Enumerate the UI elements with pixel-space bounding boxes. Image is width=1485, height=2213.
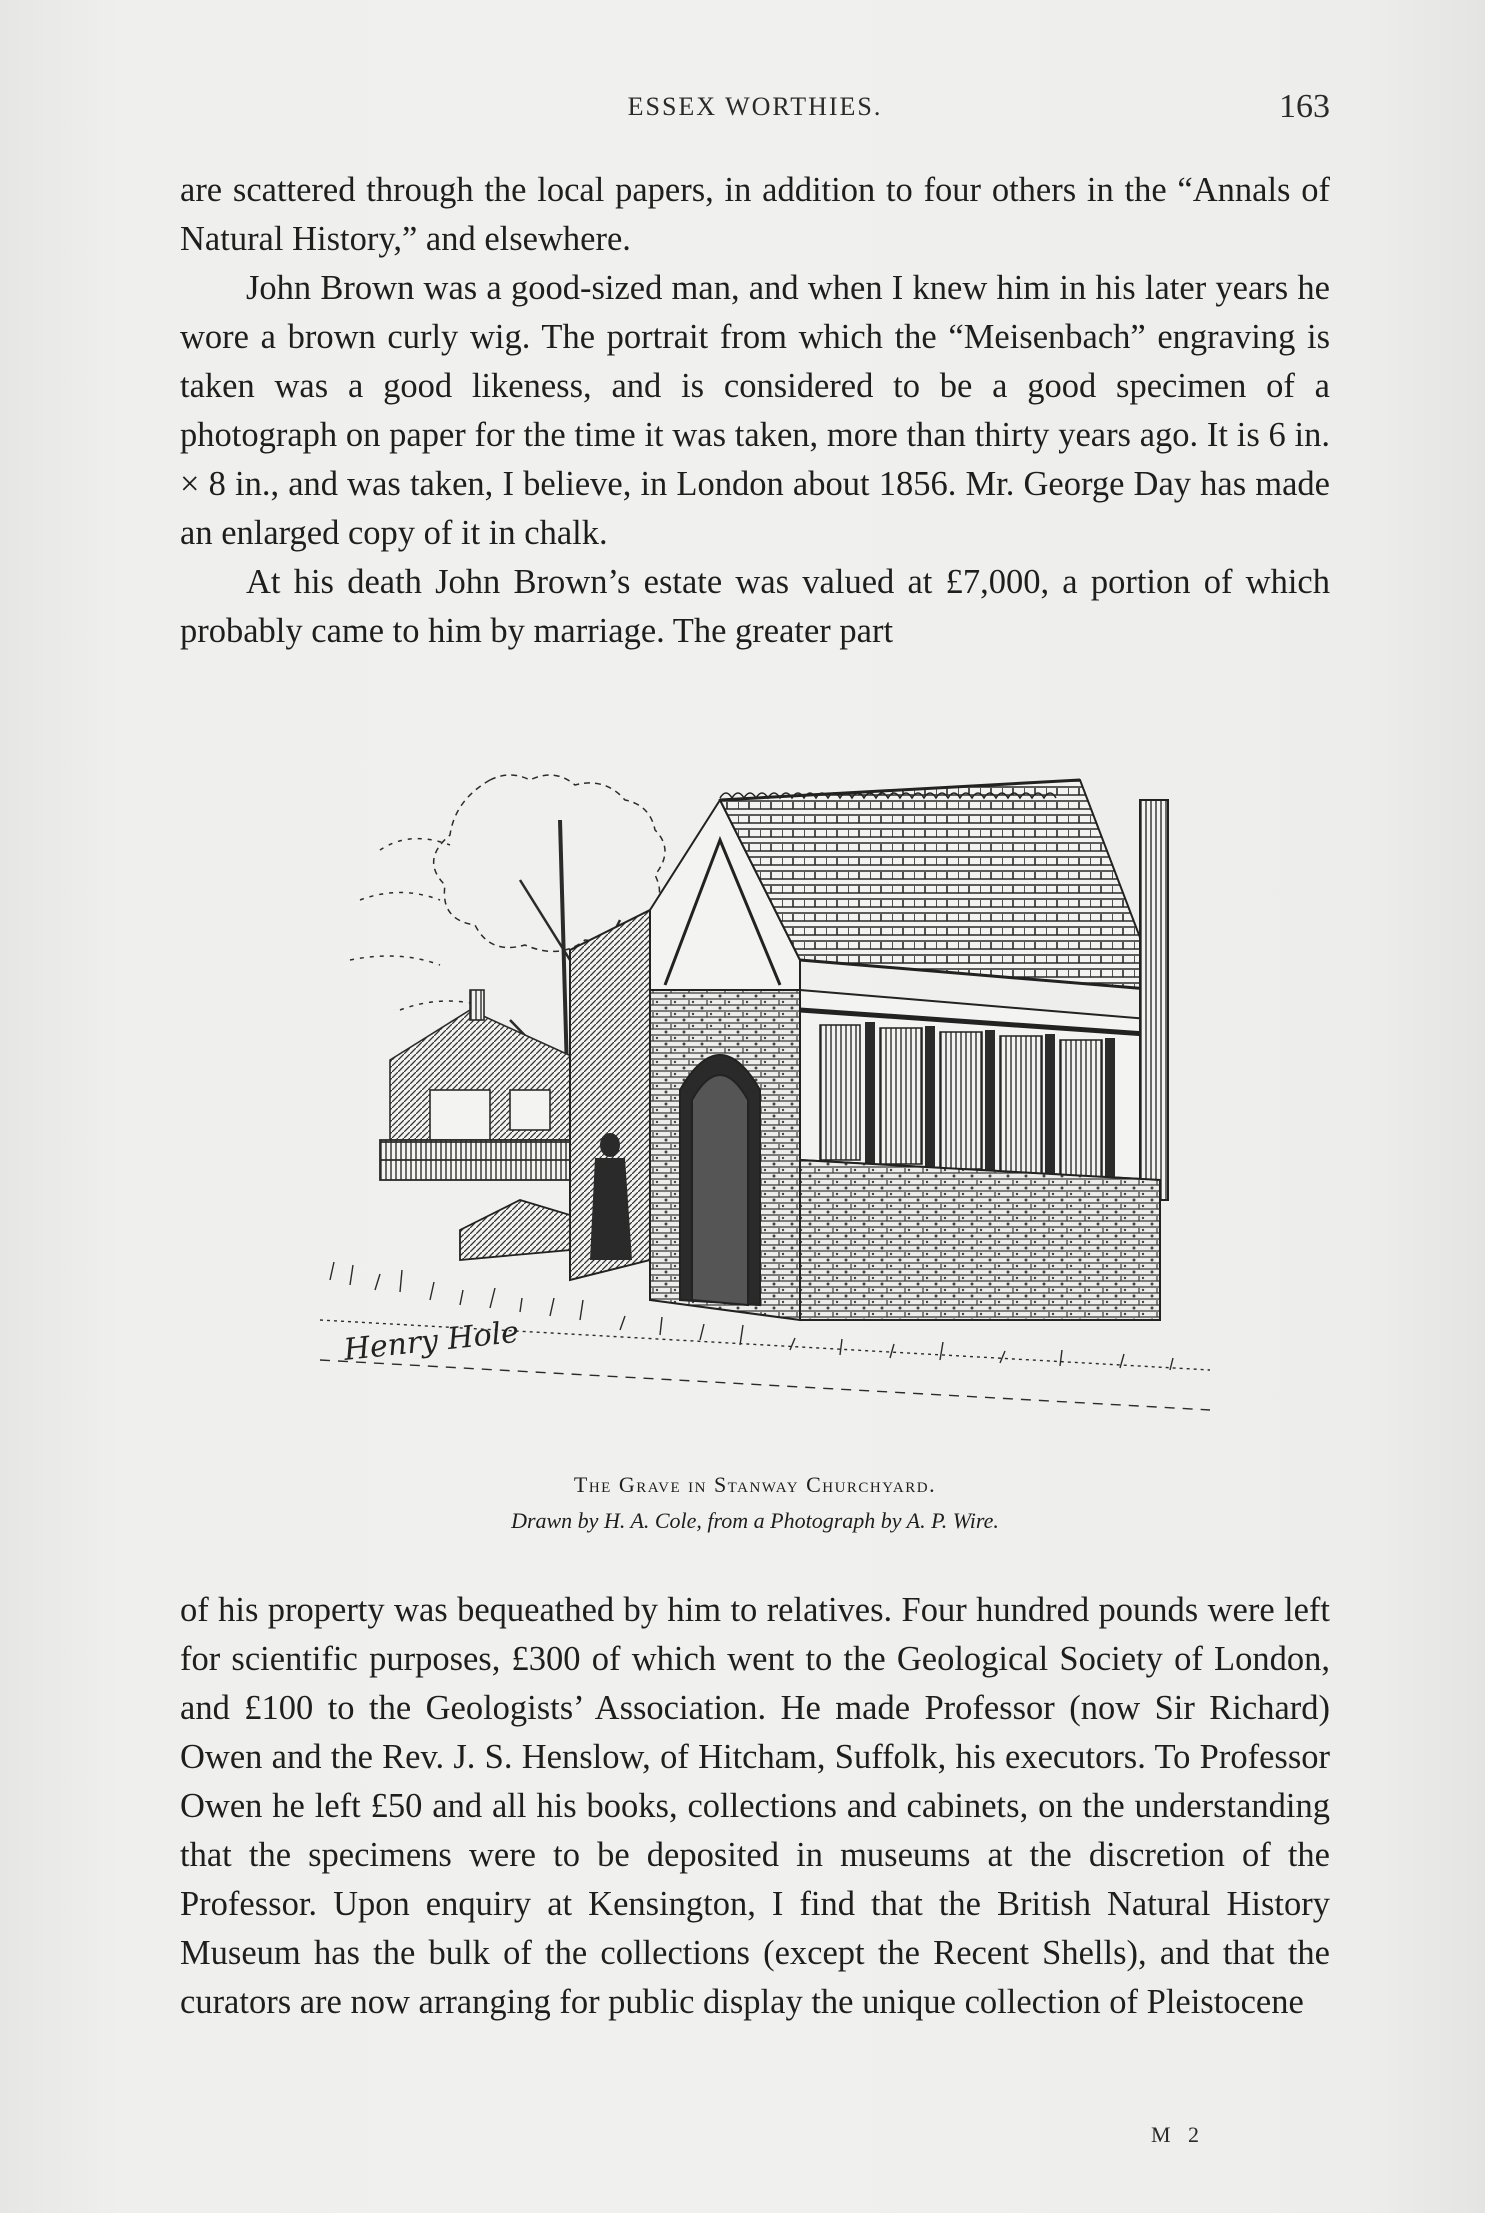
body-text-bottom	[180, 1586, 1330, 2027]
paragraph: of his property was bequeathed by him to relatives. Four hundred pounds were left for scientific purposes, £300 of which went to the Geological Society of London, and £100 to the Geologists’ Association. He made Professor (now Sir Richard) Owen and the Rev. J. S. Henslow, of Hitcham, Suffolk, his executors. To Professor Owen he left £50 and all his books, collections and cabinets, on the understanding that the specimens were to be deposited in museums at the discretion of the Professor. Upon enquiry at Kensington, I find that the British Natural History Museum has the bulk of the collections (except the Recent Shells), and that the curators are now arranging for public display the unique collection of Pleistocene	[180, 1591, 1330, 2021]
figure-caption-title: The Grave in Stanway Churchyard.	[573, 1472, 937, 1497]
signature-mark: M 2	[1150, 2122, 1205, 2147]
figure-caption-credit: Drawn by H. A. Cole, from a Photograph by A. P. Wire.	[511, 1508, 999, 1533]
churchyard-engraving	[320, 760, 1210, 1440]
engraving-illustration	[320, 760, 1210, 1440]
paragraph: At his death John Brown’s estate was valued at £7,000, a portion of which probably came to him by marriage. The greater part	[180, 563, 1330, 650]
running-title: ESSEX WORTHIES.	[627, 92, 883, 121]
grave-slab-icon	[460, 1200, 570, 1260]
artist-signature: Henry Hole	[342, 1314, 521, 1368]
page-number: 163	[1279, 88, 1330, 125]
cottage-icon	[390, 990, 580, 1140]
body-text-top	[180, 166, 1330, 656]
paragraph: are scattered through the local papers, in addition to four others in the “Annals of Natural History,” and elsewhere.	[180, 171, 1330, 258]
paragraph: John Brown was a good-sized man, and when I knew him in his later years he wore a brown curly wig. The portrait from which the “Meisenbach” engraving is taken was a good likeness, and is considered to be a good specimen of a photograph on paper for the time it was taken, more than thirty years ago. It is 6 in. × 8 in., and was taken, I believe, in London about 1856. Mr. George Day has made an enlarged copy of it in chalk.	[180, 269, 1330, 552]
running-head	[180, 88, 1330, 132]
church-porch-icon	[570, 780, 1168, 1320]
